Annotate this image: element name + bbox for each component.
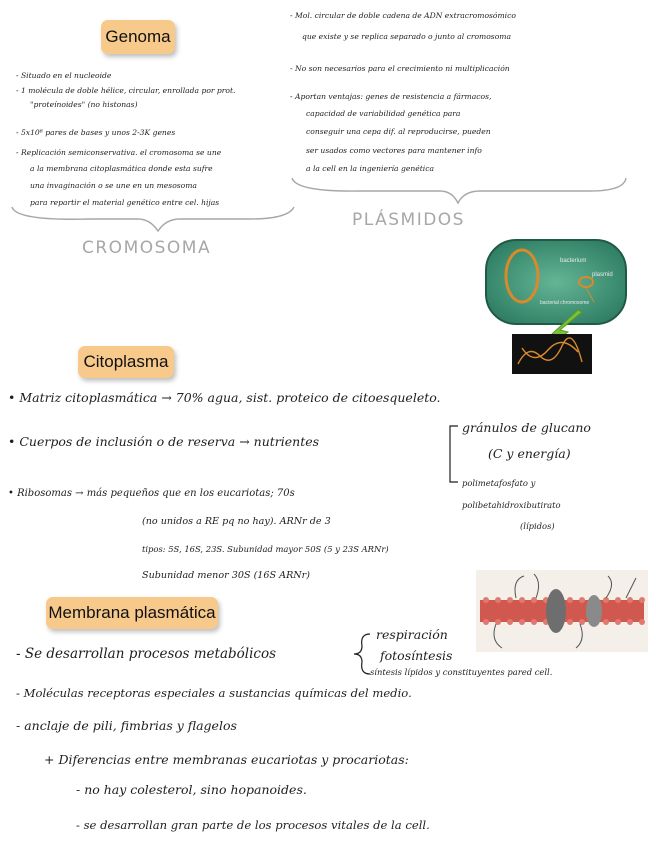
genoma-line-1: - Situado en el nucleoide — [16, 71, 112, 80]
membrana-line-5: - se desarrollan gran parte de los procesos vitales de la cell. — [76, 818, 430, 832]
cuerpos-branch-2: (C y energía) — [488, 446, 571, 461]
bacterium-label: bacterium — [560, 258, 587, 264]
cuerpos-line: • Cuerpos de inclusión o de reserva → nutrientes — [8, 434, 320, 449]
plasmidos-brace — [290, 176, 630, 206]
membrana-line-3: + Diferencias entre membranas eucariotas y procariotas: — [44, 752, 409, 767]
cuerpos-branch-4: polibetahidroxibutirato — [462, 500, 561, 510]
ribosomas-line-3: tipos: 5S, 16S, 23S. Subunidad mayor 50S (5 y 23S ARNr) — [142, 544, 389, 554]
membrana-line-1: - Moléculas receptoras especiales a sustancias químicas del medio. — [16, 686, 412, 700]
cromosoma-label: CROMOSOMA — [82, 238, 212, 258]
ribosomas-line-4: Subunidad menor 30S (16S ARNr) — [142, 570, 311, 581]
membrana-line-4: - no hay colesterol, sino hopanoides. — [76, 782, 307, 797]
membrane-illustration — [476, 570, 648, 652]
procesos-brace — [352, 632, 372, 676]
bacteria-illustration — [482, 236, 632, 376]
cromosoma-brace — [10, 205, 300, 235]
genoma-line-8: para repartir el material genético entre cel. hijas — [30, 198, 220, 207]
procesos-branch-2: fotosíntesis — [380, 648, 453, 663]
plasmidos-line-4: - Aportan ventajas: genes de resistencia a fármacos, — [290, 92, 492, 101]
membrana-tag: Membrana plasmática — [46, 597, 218, 629]
genoma-line-4: - 5x10⁶ pares de bases y unos 2-3K genes — [16, 128, 176, 137]
cuerpos-branch-3: polimetafosfato y — [462, 478, 536, 488]
cuerpos-branch-5: (lípidos) — [520, 521, 555, 531]
genoma-tag: Genoma — [101, 20, 175, 54]
chromosome-label: bacterial chromosome — [540, 300, 590, 306]
genoma-line-5: - Replicación semiconservativa. el cromosoma se une — [16, 148, 222, 157]
plasmidos-line-5: capacidad de variabilidad genética para — [306, 109, 461, 118]
plasmid-label: plasmid — [592, 272, 613, 278]
plasmidos-label: PLÁSMIDOS — [352, 210, 465, 230]
plasmidos-line-1: - Mol. circular de doble cadena de ADN extracromosómico — [290, 11, 516, 20]
plasmidos-line-7: ser usados como vectores para mantener info — [306, 146, 482, 155]
procesos-branch-3: síntesis lípidos y constituyentes pared cell. — [370, 667, 553, 677]
membrana-line-2: - anclaje de pili, fimbrias y flagelos — [16, 718, 237, 733]
plasmidos-line-3: - No son necesarios para el crecimiento ni multiplicación — [290, 64, 510, 73]
genoma-line-3: "proteínoides" (no histonas) — [30, 100, 138, 109]
ribosomas-line-2: (no unidos a RE pq no hay). ARNr de 3 — [142, 516, 331, 527]
genoma-line-6: a la membrana citoplasmática donde esta sufre — [30, 164, 213, 173]
plasmidos-line-6: conseguir una cepa dif. al reproducirse, pueden — [306, 127, 491, 136]
ribosomas-line-1: • Ribosomas → más pequeños que en los eucariotas; 70s — [8, 488, 295, 499]
plasmidos-line-8: a la cell en la ingeniería genética — [306, 164, 434, 173]
citoplasma-tag: Citoplasma — [78, 346, 174, 378]
matriz-line: • Matriz citoplasmática → 70% agua, sist. proteico de citoesqueleto. — [8, 390, 441, 405]
plasmidos-line-2: que existe y se replica separado o junto al cromosoma — [302, 32, 512, 41]
procesos-line: - Se desarrollan procesos metabólicos — [16, 646, 277, 662]
genoma-line-7: una invaginación o se une en un mesosoma — [30, 181, 197, 190]
procesos-branch-1: respiración — [376, 627, 448, 642]
cuerpos-branch-1: gránulos de glucano — [462, 420, 591, 435]
genoma-line-2: - 1 molécula de doble hélice, circular, enrollada por prot. — [16, 86, 236, 95]
